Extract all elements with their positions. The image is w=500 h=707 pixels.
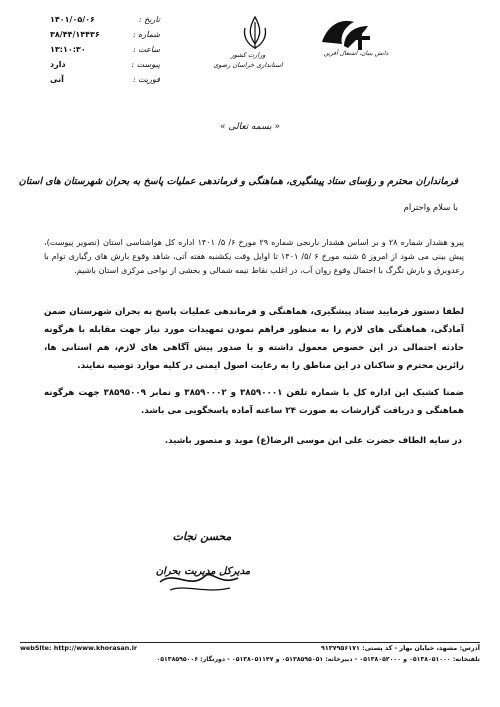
meta-date-label: تاریخ : bbox=[138, 15, 160, 24]
ministry-line-2: استانداری خراسان رضوی bbox=[213, 61, 283, 69]
letter-meta-block bbox=[50, 12, 160, 87]
meta-date-row bbox=[50, 12, 160, 27]
paragraph-warning: پیرو هشدار شماره ۲۸ و بر اساس هشدار نارنجی شماره ۲۹ مورخ ۶/ ۵/ ۱۴۰۱ اداره کل هواشناسی استان (تصویر پیوست)، پیش بینی می شود از امروز ۵ شنبه مورخ ۶ /۵/ ۱۴۰۱ تا اوایل وقت یکشنبه هفته آتی، شاهد وقوع بارش های رگباری توام با رعدوبرق و بارش تگرگ با احتمال وقوع روان آب، در اغلب نقاط نیمه شمالی و بخشی از نواحی مرکزی استان باشیم. bbox=[44, 237, 464, 275]
meta-time-row bbox=[50, 42, 160, 57]
footer-divider bbox=[20, 642, 480, 643]
meta-date-value: ۱۴۰۱/۰۵/۰۶ bbox=[50, 15, 95, 24]
paragraph-closing: در سایه الطاف حضرت علی ابن موسی الرضا(ع) موید و منصور باشید. bbox=[164, 436, 462, 446]
footer-website: webSite: http://www.khorasan.ir bbox=[20, 644, 138, 652]
ministry-line-1: وزارت کشور bbox=[230, 51, 266, 59]
meta-number-label: شماره : bbox=[132, 30, 160, 39]
meta-urgency-row bbox=[50, 72, 160, 87]
paragraph-contact: ضمنا کشیک این اداره کل با شماره تلفن ۳۸۵۹۰۰۰۱ و ۳۸۵۹۰۰۰۲ و نمابر ۳۸۵۹۵۰۰۹ جهت هرگونه هماهنگی و دریافت گزارشات به صورت ۲۴ ساعته آماده پاسخگویی می باشد. bbox=[44, 388, 464, 416]
meta-number-row bbox=[50, 27, 160, 42]
meta-time-label: ساعت : bbox=[132, 45, 160, 54]
logo-subtitle: دانش بنیان، اشتغال آفرین bbox=[323, 50, 389, 57]
letter-addressee: فرمانداران محترم و رؤسای ستاد پیشگیری، هماهنگی و فرماندهی عملیات پاسخ به بحران شهرستان های استان bbox=[18, 176, 458, 187]
bismillah-heading: « بسمه تعالی » bbox=[220, 122, 280, 132]
iran-emblem-icon bbox=[237, 14, 273, 52]
meta-time-value: ۱۳:۱۰:۳۰ bbox=[50, 45, 86, 54]
footer-phones: تلفنخانه: ۰۵۱۳۸۰۵۱۰۰۰ و ۰۵۱۳۸۰۵۲۰۰۰ - دبیرخانه: ۰۵۱۳۸۵۹۵۰۵۱ و ۰۵۱۳۸۰۵۱۱۴۷ - دورنگار: ۰۵۱۳۸۵۹۵۰۰۶ bbox=[156, 656, 480, 663]
meta-number-value: ۳۸/۴۴/۱۴۴۳۶ bbox=[50, 30, 100, 39]
ministry-caption bbox=[198, 50, 298, 70]
footer-top-row bbox=[20, 644, 480, 652]
meta-attachment-value: دارد bbox=[50, 60, 66, 69]
meta-attachment-label: پیوست : bbox=[131, 60, 160, 69]
footer-address: آدرس: مشهد، خیابان بهار - کد پستی: ۹۱۳۷۹۵۶۱۷۱ bbox=[320, 644, 480, 652]
paragraph-instructions: لطفا دستور فرمایید ستاد پیشگیری، هماهنگی و فرماندهی عملیات پاسخ به بحران شهرستان ضمن آمادگی، هماهنگی های لازم را به منظور فراهم نمودن تمهیدات مورد نیاز جهت مقابله با هرگونه حادثه احتمالی در این خصوص معمول داشته و با صدور پیش آگاهی های لازم، هم استانی ها، زائرین محترم و ساکنان در این مناطق را به رعایت اصول ایمنی در کلیه موارد توصیه نمایند. bbox=[44, 307, 464, 371]
letter-greeting: با سلام واحترام bbox=[403, 203, 458, 213]
signatory-title: مدیرکل مدیریت بحران bbox=[155, 566, 251, 577]
signatory-name: محسن نجات bbox=[172, 530, 232, 543]
meta-attachment-row bbox=[50, 57, 160, 72]
meta-urgency-value: آنی bbox=[50, 75, 64, 84]
meta-urgency-label: فوریت : bbox=[132, 75, 160, 84]
